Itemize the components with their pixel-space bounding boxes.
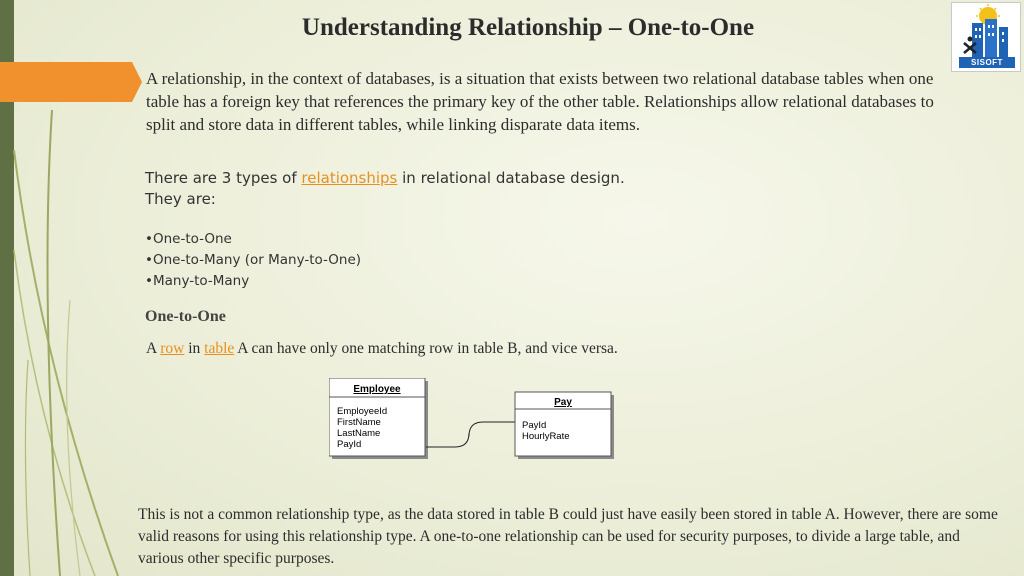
relationship-types-list [145, 229, 361, 292]
table-link[interactable]: table [204, 340, 235, 357]
sisoft-logo [951, 2, 1021, 72]
employee-table-title: Employee [353, 384, 401, 395]
list-item: •One-to-One [145, 231, 232, 247]
relationships-link[interactable]: relationships [301, 169, 398, 187]
employee-field: FirstName [337, 417, 381, 428]
types-text-before: There are 3 types of [145, 169, 302, 187]
pay-table-title: Pay [554, 397, 572, 408]
list-item: •Many-to-Many [145, 273, 250, 289]
employee-field: LastName [337, 428, 381, 439]
footer-paragraph: This is not a common relationship type, as the data stored in table B could just have easily been stored in table A. However, there are some valid reasons for using this relationship type. A one-to-one relationship can be used for security purposes, to divide a large table, and various other specific purposes. [138, 506, 998, 567]
relationship-connector [426, 422, 515, 447]
types-text-after: in relational database design. [397, 169, 625, 187]
orange-accent-tab [0, 62, 132, 102]
employee-field: EmployeeId [337, 406, 388, 417]
row-link[interactable]: row [160, 340, 185, 357]
pay-field: HourlyRate [522, 431, 570, 442]
desc-text-in: in [184, 340, 205, 357]
one-to-one-description [146, 340, 618, 358]
logo-text: SISOFT [959, 57, 1015, 68]
pay-field: PayId [522, 420, 547, 431]
employee-table [329, 378, 428, 459]
intro-paragraph: A relationship, in the context of databases, is a situation that exists between two relational database tables when one table has a foreign key that references the primary key of the other table. Relationships allow relational databases to split and store data in different tables, while linking disparate data items. [146, 69, 934, 134]
relationship-types-intro [145, 168, 845, 210]
types-text-line2: They are: [145, 190, 216, 208]
list-item: •One-to-Many (or Many-to-One) [145, 252, 362, 268]
employee-field: PayId [337, 439, 362, 450]
desc-text-a: A [146, 340, 161, 357]
one-to-one-heading: One-to-One [145, 308, 226, 325]
er-diagram [329, 378, 619, 462]
desc-text-rest: A can have only one matching row in table B, and vice versa. [234, 340, 618, 357]
slide-title: Understanding Relationship – One-to-One [301, 14, 755, 41]
logo-building-icon [952, 3, 1020, 59]
pay-table [515, 392, 614, 459]
